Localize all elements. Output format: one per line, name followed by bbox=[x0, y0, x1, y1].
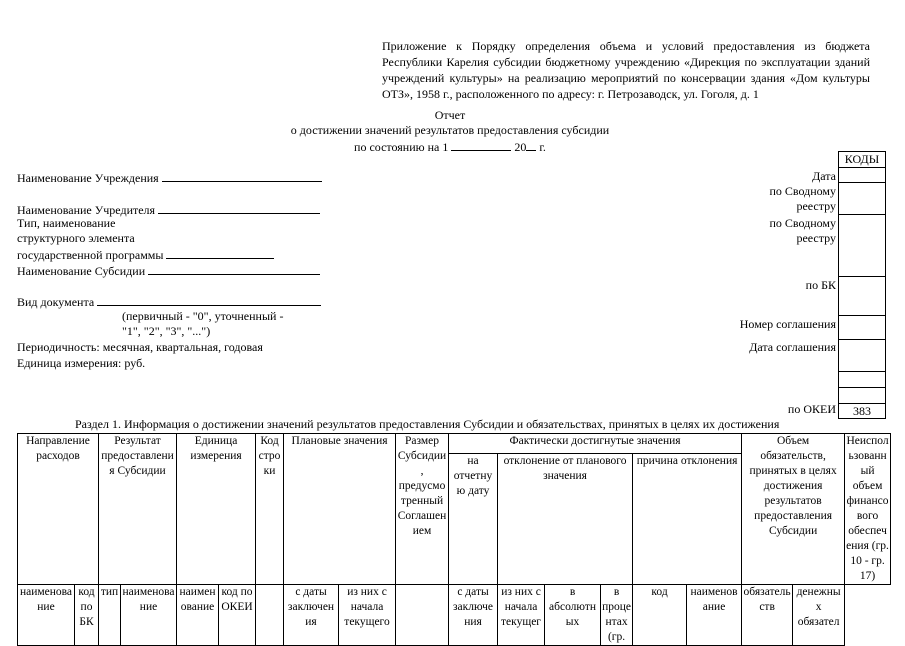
code-agreement-date-cell[interactable] bbox=[839, 340, 885, 372]
sub-vol-money: денежных обязател bbox=[793, 585, 845, 646]
periodicity: Периодичность: месячная, квартальная, годовая bbox=[17, 340, 263, 354]
doc-type-hint: (первичный - "0", уточненный - "1", "2", "3", "...") bbox=[122, 309, 284, 338]
institution-input[interactable] bbox=[162, 169, 322, 182]
sub-dev-abs: в абсолютных bbox=[545, 585, 601, 646]
section-title: Раздел 1. Информация о достижении значений результатов предоставления Субсидии и обязательствах, принятых в целях их достижения bbox=[75, 417, 780, 431]
label-svod-2: по Сводному реестру bbox=[769, 216, 836, 245]
sub-dev-pct: в процентах (гр. bbox=[601, 585, 633, 646]
col-planned: Плановые значения bbox=[284, 434, 396, 585]
sub-size bbox=[396, 585, 449, 646]
code-agreement-number-cell[interactable] bbox=[839, 316, 885, 340]
subsidy-input[interactable] bbox=[148, 262, 320, 275]
annex-text: Приложение к Порядку определения объема и условий предоставления из бюджета Республики Карелия субсидии бюджетному учреждению «Дирекция по эксплуатации зданий учреждений культуры» на реализацию мероприятий по консервации здания «Дом культуры ОТЗ», 1958 г., расположенного по адресу: г. Петрозаводск, ул. Гоголя, д. 1 bbox=[382, 39, 870, 101]
code-okei-cell[interactable]: 383 bbox=[853, 404, 871, 418]
col-actual: Фактически достигнутые значения bbox=[449, 434, 742, 454]
sub-plan-incl: из них с начала текущего bbox=[339, 585, 396, 646]
field-founder: Наименование Учредителя bbox=[17, 201, 320, 218]
program-input[interactable] bbox=[166, 246, 274, 259]
codes-header: КОДЫ bbox=[839, 152, 885, 168]
code-bk-cell[interactable] bbox=[839, 277, 885, 316]
col-reason: причина отклонения bbox=[633, 454, 742, 585]
field-type: Тип, наименование структурного элемента государственной программы bbox=[17, 216, 274, 263]
label-agreement-number: Номер соглашения bbox=[739, 317, 836, 331]
code-empty-1[interactable] bbox=[839, 372, 885, 388]
unit-of-measure: Единица измерения: руб. bbox=[17, 356, 146, 370]
label-svod-1: по Сводному реестру bbox=[769, 184, 836, 213]
code-svod1-cell[interactable] bbox=[839, 183, 885, 215]
sub-act-from: с даты заключения bbox=[449, 585, 498, 646]
founder-input[interactable] bbox=[158, 201, 320, 214]
sub-unit-code: код по ОКЕИ bbox=[219, 585, 256, 646]
field-institution: Наименование Учреждения bbox=[17, 169, 322, 186]
sub-vol-obl: обязательств bbox=[742, 585, 793, 646]
label-bk: по БК bbox=[805, 278, 836, 292]
sub-plan-from: с даты заключения bbox=[284, 585, 339, 646]
col-direction: Направление расходов bbox=[18, 434, 99, 585]
results-table bbox=[17, 433, 891, 646]
sub-line-code bbox=[256, 585, 284, 646]
code-empty-2[interactable] bbox=[839, 388, 885, 404]
sub-unit-name: наименование bbox=[177, 585, 219, 646]
doc-type-input[interactable] bbox=[97, 293, 321, 306]
date-blank[interactable] bbox=[451, 138, 511, 151]
report-title bbox=[230, 108, 670, 155]
codes-box bbox=[838, 151, 886, 419]
code-date-cell[interactable] bbox=[839, 168, 885, 183]
label-okei: по ОКЕИ bbox=[787, 402, 836, 416]
field-doc-type: Вид документа bbox=[17, 293, 321, 310]
year-blank[interactable] bbox=[526, 138, 536, 151]
sub-dir-code: код по БК bbox=[75, 585, 99, 646]
title-line-3: по состоянию на 1 20 г. bbox=[354, 140, 546, 154]
col-line-code: Код строки bbox=[256, 434, 284, 585]
col-size: Размер Субсидии, предусмотренный Соглашением bbox=[396, 434, 449, 585]
title-line-1: Отчет bbox=[434, 108, 466, 122]
sub-res-name: наименование bbox=[121, 585, 177, 646]
sub-res-type: тип bbox=[99, 585, 121, 646]
col-unused: Неиспользованный объем финансового обеспечения (гр. 10 - гр. 17) bbox=[845, 434, 891, 585]
sub-reason-name: наименование bbox=[687, 585, 742, 646]
col-as-of-date: на отчетную дату bbox=[449, 454, 498, 585]
col-result: Результат предоставления Субсидии bbox=[99, 434, 177, 585]
sub-act-incl: из них с начала текущег bbox=[498, 585, 545, 646]
col-unit: Единица измерения bbox=[177, 434, 256, 585]
sub-dir-name: наименование bbox=[18, 585, 75, 646]
title-line-2: о достижении значений результатов предоставления субсидии bbox=[290, 123, 610, 137]
col-volume: Объем обязательств, принятых в целях достижения результатов предоставления Субсидии bbox=[742, 434, 845, 585]
label-date: Дата bbox=[812, 169, 836, 183]
label-agreement-date: Дата соглашения bbox=[749, 340, 836, 354]
sub-reason-code: код bbox=[633, 585, 687, 646]
col-deviation: отклонение от планового значения bbox=[498, 454, 633, 585]
field-subsidy: Наименование Субсидии bbox=[17, 262, 320, 279]
code-svod2-cell[interactable] bbox=[839, 215, 885, 277]
